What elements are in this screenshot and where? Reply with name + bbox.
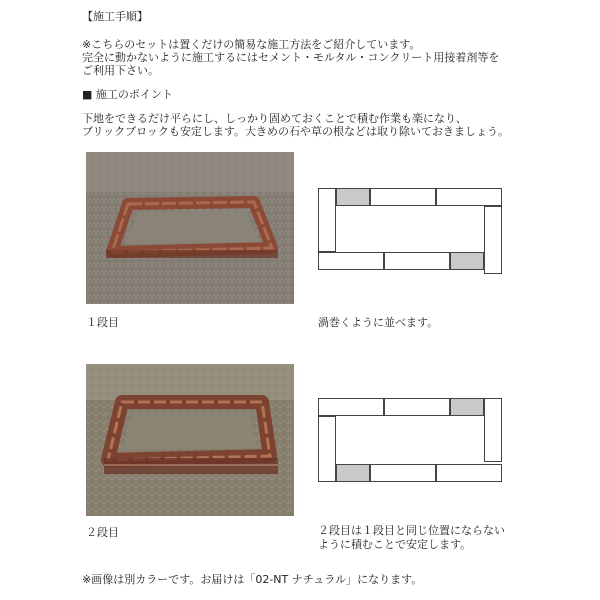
- step-2-label: ２段目: [86, 526, 119, 539]
- diagram-brick: [370, 188, 436, 206]
- point-line-2: ブリックブロックも安定します。大きめの石や草の根などは取り除いておきましょう。: [82, 125, 510, 138]
- step-1-label: １段目: [86, 316, 119, 329]
- diagram-brick: [318, 398, 384, 416]
- step-2-photo: [86, 364, 294, 516]
- point-line-1: 下地をできるだけ平らにし、しっかり固めておくことで積む作業も楽になり、: [82, 112, 467, 125]
- diagram-brick-highlight: [450, 252, 484, 270]
- diagram-brick: [318, 252, 384, 270]
- diagram-brick-highlight: [336, 464, 370, 482]
- intro-line-2: 完全に動かないように施工するにはセメント・モルタル・コンクリート用接着剤等を: [82, 51, 500, 64]
- point-title: ■ 施工のポイント: [82, 88, 173, 101]
- step-1-photo: [86, 152, 294, 304]
- diagram-brick: [318, 188, 336, 252]
- step-1-diagram: [318, 188, 502, 274]
- diagram-brick: [484, 206, 502, 274]
- step-2-description-line-2: ように積むことで安定します。: [318, 538, 472, 551]
- intro-line-3: ご利用下さい。: [82, 64, 159, 77]
- section-title: 【施工手順】: [82, 10, 148, 23]
- step-2-diagram: [318, 398, 502, 482]
- diagram-brick: [384, 398, 450, 416]
- diagram-brick: [436, 188, 502, 206]
- step-1-description: 渦巻くように並べます。: [318, 316, 439, 329]
- footer-note: ※画像は別カラーです。お届けは「02-NT ナチュラル」になります。: [82, 573, 423, 586]
- diagram-brick-highlight: [450, 398, 484, 416]
- diagram-brick: [436, 464, 502, 482]
- intro-line-1: ※こちらのセットは置くだけの簡易な施工方法をご紹介しています。: [82, 38, 421, 51]
- diagram-brick-highlight: [336, 188, 370, 206]
- diagram-brick: [384, 252, 450, 270]
- diagram-brick: [318, 416, 336, 482]
- diagram-brick: [370, 464, 436, 482]
- step-2-description-line-1: ２段目は１段目と同じ位置にならない: [318, 524, 505, 537]
- diagram-brick: [484, 398, 502, 462]
